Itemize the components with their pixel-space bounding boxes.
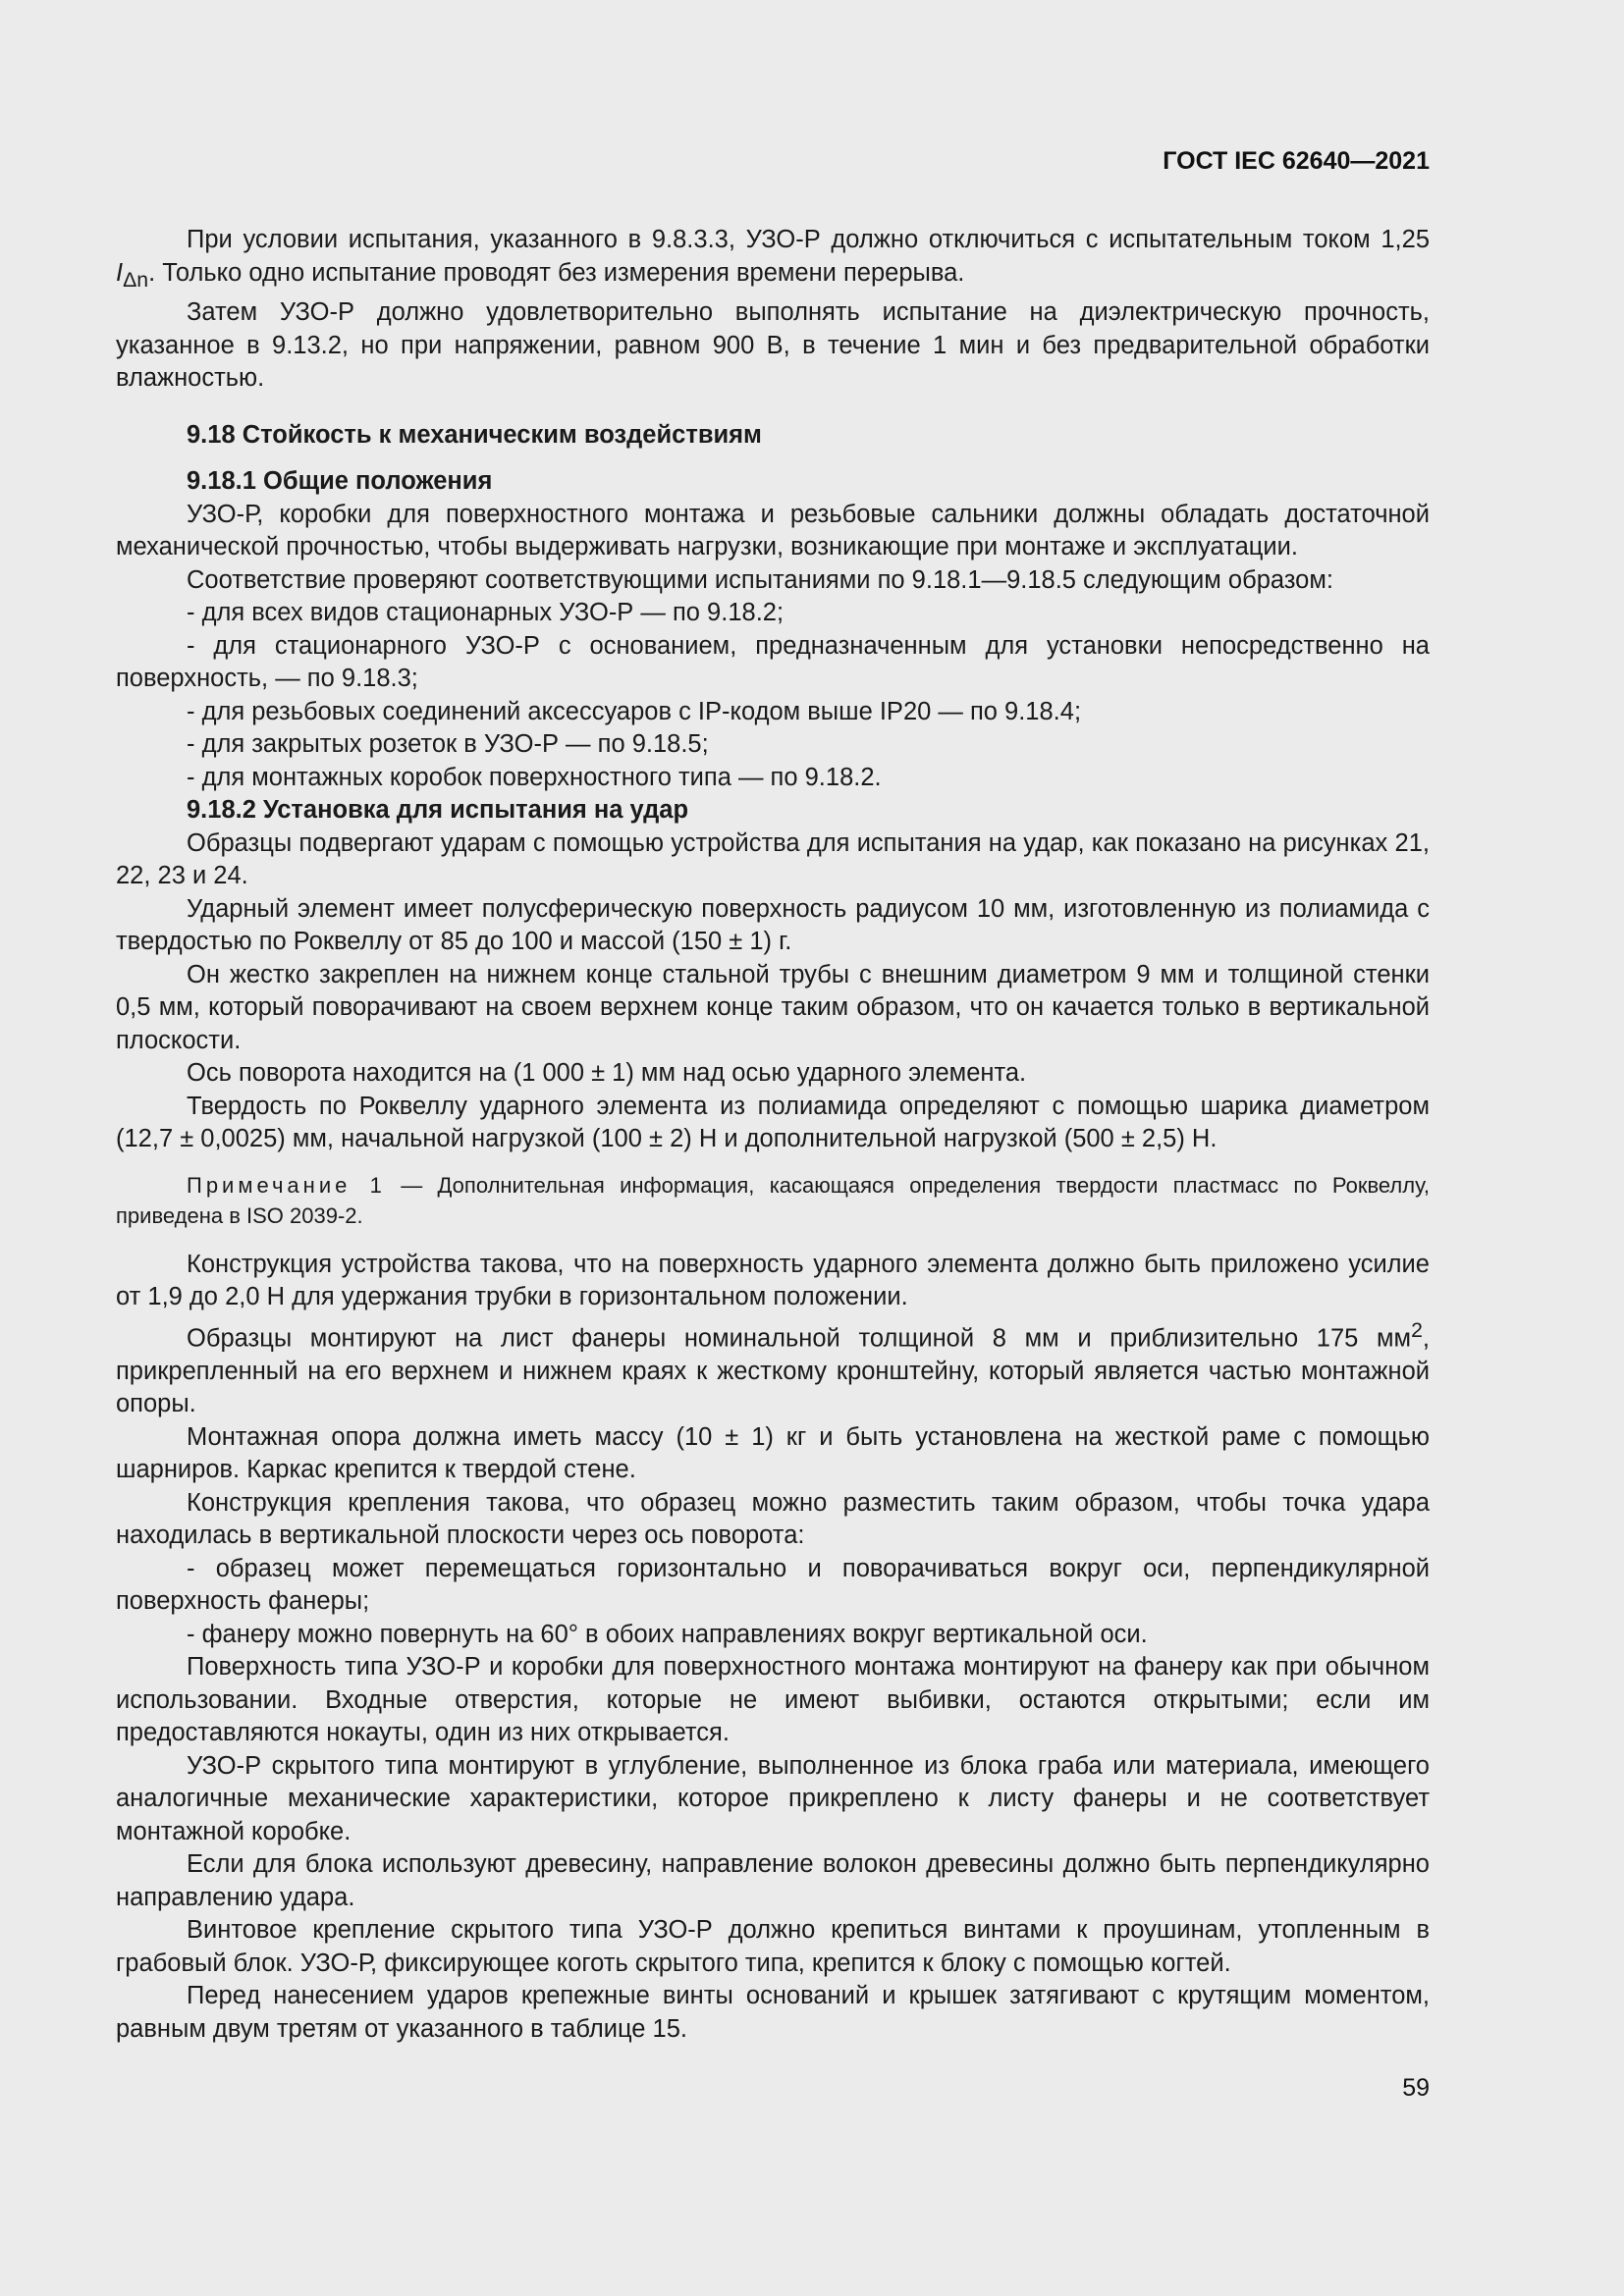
text-run: Образцы монтируют на лист фанеры номинальной толщиной 8 мм и приблизительно 175 мм — [187, 1324, 1412, 1353]
paragraph: УЗО-Р, коробки для поверхностного монтажа и резьбовые сальники должны обладать достаточной механической прочностью, чтобы выдерживать нагрузки, возникающие при монтаже и эксплуатации. — [116, 500, 1430, 561]
superscript: 2 — [1411, 1317, 1423, 1342]
paragraph: Винтовое крепление скрытого типа УЗО-Р должно крепиться винтами к проушинам, утопленным в грабовый блок. УЗО-Р, фиксирующее коготь скрытого типа, крепится к блоку с помощью когтей. — [116, 1916, 1430, 1977]
note-label: Примечание 1 — [187, 1172, 386, 1198]
list-item: - для резьбовых соединений аксессуаров с IP-кодом выше IP20 — по 9.18.4; — [187, 697, 1082, 725]
text-run: . Только одно испытание проводят без измерения времени перерыва. — [148, 258, 965, 287]
section-heading-9-18-1: 9.18.1 Общие положения — [187, 467, 493, 496]
paragraph: Монтажная опора должна иметь массу (10 ± 1) кг и быть установлена на жесткой раме с помощью шарниров. Каркас крепится к твердой стене. — [116, 1422, 1430, 1484]
section-heading-9-18-2: 9.18.2 Установка для испытания на удар — [187, 796, 689, 825]
paragraph-intro-2: Затем УЗО-Р должно удовлетворительно выполнять испытание на диэлектрическую прочность, указанное в 9.13.2, но при напряжении, равном 900 В, в течение 1 мин и без предварительной обработки влажностью. — [116, 298, 1430, 393]
paragraph: Ось поворота находится на (1 000 ± 1) мм над осью ударного элемента. — [187, 1059, 1027, 1088]
list-item: - для закрытых розеток в УЗО-Р — по 9.18.5; — [187, 730, 709, 759]
paragraph: Твердость по Роквеллу ударного элемента из полиамида определяют с помощью шарика диаметром (12,7 ± 0,0025) мм, начальной нагрузкой (100 ± 2) Н и дополнительной нагрузкой (500 ± 2,5) Н. — [116, 1092, 1430, 1153]
current-symbol: I — [116, 258, 124, 287]
list-item: - фанеру можно повернуть на 60° в обоих направлениях вокруг вертикальной оси. — [187, 1620, 1148, 1648]
paragraph — [116, 1314, 1430, 1421]
note — [116, 1170, 1430, 1231]
paragraph: УЗО-Р скрытого типа монтируют в углубление, выполненное из блока граба или материала, имеющего аналогичные механические характеристики, которое прикреплено к листу фанеры и не соответствует монтажной коробке. — [116, 1751, 1430, 1845]
list-item: - для монтажных коробок поверхностного типа — по 9.18.2. — [187, 763, 882, 791]
note-text: — Дополнительная информация, касающаяся определения твердости пластмасс по Роквеллу, приведена в ISO 2039-2. — [116, 1172, 1430, 1228]
paragraph: Образцы подвергают ударам с помощью устройства для испытания на удар, как показано на рисунках 21, 22, 23 и 24. — [116, 828, 1430, 890]
paragraph: Конструкция крепления такова, что образец можно разместить таким образом, чтобы точка удара находилась в вертикальной плоскости через ось поворота: — [116, 1488, 1430, 1550]
text-run: При условии испытания, указанного в 9.8.3.3, УЗО-Р должно отключиться с испытательным током 1,25 — [187, 226, 1430, 253]
list-item: - образец может перемещаться горизонтально и поворачиваться вокруг оси, перпендикулярной поверхность фанеры; — [116, 1554, 1430, 1616]
section-heading-9-18: 9.18 Стойкость к механическим воздействиям — [187, 420, 762, 449]
list-item: - для всех видов стационарных УЗО-Р — по 9.18.2; — [187, 599, 785, 627]
page-body — [116, 224, 1430, 2046]
list-item: - для стационарного УЗО-Р с основанием, предназначенным для установки непосредственно на поверхность, — по 9.18.3; — [116, 631, 1430, 693]
paragraph-intro-1 — [116, 224, 1430, 296]
page-number: 59 — [1402, 2074, 1430, 2102]
paragraph: Соответствие проверяют соответствующими испытаниями по 9.18.1—9.18.5 следующим образом: — [187, 565, 1333, 594]
document-code: ГОСТ IEC 62640—2021 — [1163, 147, 1430, 175]
paragraph: Перед нанесением ударов крепежные винты оснований и крышек затягивают с крутящим моментом, равным двум третям от указанного в таблице 15. — [116, 1982, 1430, 2043]
paragraph: Ударный элемент имеет полусферическую поверхность радиусом 10 мм, изготовленную из полиамида с твердостью по Роквеллу от 85 до 100 и массой (150 ± 1) г. — [116, 894, 1430, 956]
paragraph: Конструкция устройства такова, что на поверхность ударного элемента должно быть приложено усилие от 1,9 до 2,0 Н для удержания трубки в горизонтальном положении. — [116, 1250, 1430, 1311]
current-subscript: Δn — [123, 267, 149, 292]
paragraph: Поверхность типа УЗО-Р и коробки для поверхностного монтажа монтируют на фанеру как при обычном использовании. Входные отверстия, которые не имеют выбивки, остаются открытыми; если им предоставляются нокауты, один из них открывается. — [116, 1653, 1430, 1747]
paragraph: Если для блока используют древесину, направление волокон древесины должно быть перпендикулярно направлению удара. — [116, 1850, 1430, 1911]
text-run: , прикрепленный на его верхнем и нижнем краях к жесткому кронштейну, который является частью монтажной опоры. — [116, 1324, 1430, 1418]
paragraph: Он жестко закреплен на нижнем конце стальной трубы с внешним диаметром 9 мм и толщиной стенки 0,5 мм, который поворачивают на своем верхнем конце таким образом, что он качается только в вертикальной плоскости. — [116, 960, 1430, 1054]
